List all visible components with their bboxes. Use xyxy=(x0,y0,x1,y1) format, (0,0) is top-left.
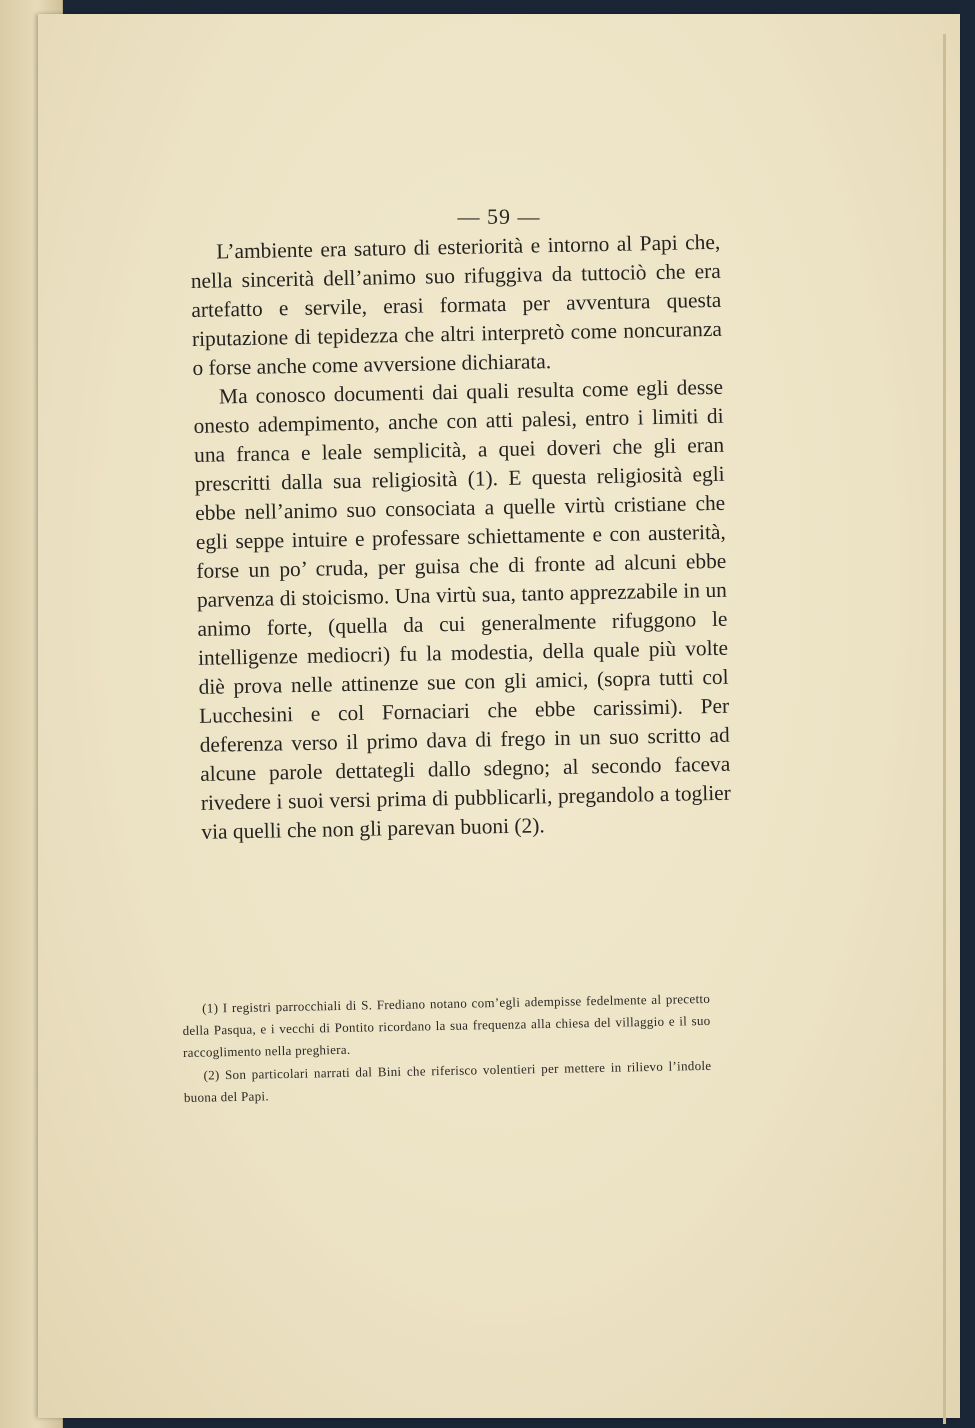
footnote-1: (1) I registri parrocchiali di S. Frediano notano com’egli adempisse fedelmente al precetto della Pasqua, e i vecchi di Pontito ricordano la sua frequenza alla chiesa del villaggio e il suo raccoglimento nella preghiera. xyxy=(182,990,711,1060)
footnote-2: (2) Son particolari narrati dal Bini che riferisco volentieri per mettere in rilievo l’indole buona del Papi. xyxy=(183,1057,712,1105)
page-number: — 59 — xyxy=(457,204,541,229)
main-text xyxy=(190,228,732,847)
paragraph-1: L’ambiente era saturo di esteriorità e intorno al Papi che, nella sincerità dell’animo suo rifuggiva da tuttociò che era artefatto e servile, erasi formata per avventura questa riputazione di tepidezza che altri interpretò come noncuranza o forse anche come avversione dichiarata. xyxy=(190,229,723,380)
book-page xyxy=(38,14,960,1418)
footnotes xyxy=(182,988,712,1110)
page-edge-shadow xyxy=(943,34,946,1424)
paragraph-2: Ma conosco documenti dai quali resulta come egli desse onesto adempimento, anche con atti palesi, entro i limiti di una franca e leale semplicità, a quei doveri che gli eran prescritti dalla sua religiosità (1). E questa religiosità egli ebbe nell’animo suo consociata a quelle virtù cristiane che egli seppe intuire e professare schiettamente e con austerità, forse un po’ cruda, per guisa che di fronte ad alcuni ebbe parvenza di stoicismo. Una virtù sua, tanto apprezzabile in un animo forte, (quella da cui generalmente rifuggono le intelligenze mediocri) fu la modestia, della quale più volte diè prova nelle attinenze sue con gli amici, (sopra tutti col Lucchesini e col Fornaciari che ebbe carissimi). Per deferenza verso il primo dava di frego in un suo scritto ad alcune parole dettategli dallo sdegno; al secondo faceva rivedere i suoi versi prima di pubblicarli, pregandolo a toglier via quelli che non gli parevan buoni (2). xyxy=(193,374,731,844)
